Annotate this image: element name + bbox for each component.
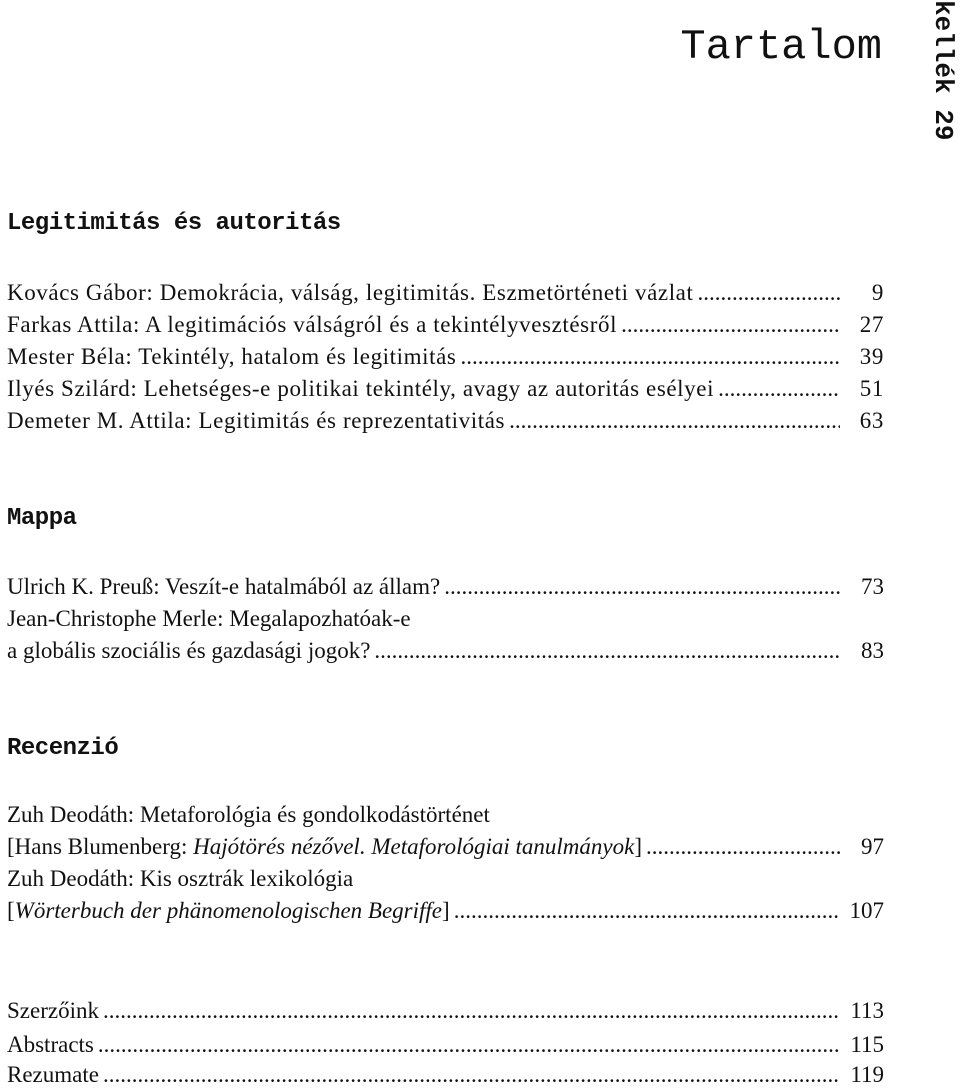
- toc-entry-title: Abstracts: [7, 1032, 94, 1057]
- toc-entry-szerzoink[interactable]: [7, 995, 884, 1027]
- toc-entry[interactable]: [7, 373, 884, 405]
- toc-entry-title-line[interactable]: Jean-Christophe Merle: Megalapozhatóak-e: [7, 606, 411, 631]
- toc-entry[interactable]: [7, 571, 884, 603]
- toc-page-number: 63: [859, 408, 884, 433]
- dot-leader: [98, 1029, 840, 1061]
- toc-page-number: 113: [850, 998, 884, 1023]
- toc-entry-title: Mester Béla: Tekintély, hatalom és legitimitás: [7, 344, 457, 369]
- toc-entry[interactable]: [7, 635, 884, 667]
- toc-entry-title: a globális szociális és gazdasági jogok?: [7, 638, 371, 663]
- toc-page-number: 9: [871, 280, 884, 305]
- dot-leader: [646, 831, 840, 863]
- toc-entry[interactable]: [7, 341, 884, 373]
- toc-page-number: 107: [849, 898, 884, 923]
- toc-entry-abstracts[interactable]: [7, 1029, 884, 1061]
- toc-entry-title: Ilyés Szilárd: Lehetséges-e politikai tekintély, avagy az autoritás esélyei: [7, 376, 715, 401]
- toc-page-number: 51: [859, 376, 884, 401]
- toc-page-number: 97: [861, 834, 884, 859]
- toc-entry-title: [Hans Blumenberg: Hajótörés nézővel. Metaforológiai tanulmányok]: [7, 834, 642, 859]
- section-heading-recenzio: Recenzió: [7, 735, 119, 762]
- toc-page-number: 39: [859, 344, 884, 369]
- toc-page-number: 27: [859, 312, 884, 337]
- dot-leader: [621, 309, 840, 341]
- toc-page-number: 73: [861, 574, 884, 599]
- toc-entry-title-line[interactable]: Zuh Deodáth: Kis osztrák lexikológia: [7, 866, 354, 891]
- section-heading-legitimitas: Legitimitás és autoritás: [7, 210, 341, 237]
- dot-leader: [718, 373, 840, 405]
- toc-entry[interactable]: [7, 277, 884, 309]
- toc-entry[interactable]: [7, 895, 884, 927]
- toc-entry-title: Demeter M. Attila: Legitimitás és reprezentativitás: [7, 408, 506, 433]
- dot-leader: [460, 341, 840, 373]
- section-heading-mappa: Mappa: [7, 505, 77, 532]
- journal-issue-label: kellék 29: [928, 0, 958, 141]
- book-title: Wörterbuch der phänomenologischen Begriffe: [14, 898, 443, 923]
- toc-entry-rezumate[interactable]: [7, 1059, 884, 1091]
- toc-entry-title: Rezumate: [7, 1062, 99, 1087]
- dot-leader: [697, 277, 840, 309]
- toc-page-number: 119: [850, 1062, 884, 1087]
- toc-entry[interactable]: [7, 309, 884, 341]
- toc-entry-title-line[interactable]: Zuh Deodáth: Metaforológia és gondolkodástörténet: [7, 802, 490, 827]
- toc-entry-title: Kovács Gábor: Demokrácia, válság, legitimitás. Eszmetörténeti vázlat: [7, 280, 694, 305]
- toc-page-number: 115: [850, 1032, 884, 1057]
- toc-entry-title: Farkas Attila: A legitimációs válságról és a tekintélyvesztésről: [7, 312, 618, 337]
- dot-leader: [454, 895, 840, 927]
- toc-entry[interactable]: [7, 405, 884, 437]
- toc-entry-title: Ulrich K. Preuß: Veszít-e hatalmából az állam?: [7, 574, 441, 599]
- toc-entry[interactable]: [7, 831, 884, 863]
- dot-leader: [103, 995, 840, 1027]
- dot-leader: [444, 571, 840, 603]
- dot-leader: [374, 635, 840, 667]
- dot-leader: [509, 405, 840, 437]
- toc-entry-title: Szerzőink: [7, 998, 99, 1023]
- dot-leader: [103, 1059, 840, 1091]
- page-title: Tartalom: [680, 23, 882, 72]
- toc-page-number: 83: [861, 638, 884, 663]
- book-title: Hajótörés nézővel. Metaforológiai tanulmányok: [193, 834, 635, 859]
- toc-entry-title: [Wörterbuch der phänomenologischen Begriffe]: [7, 898, 450, 923]
